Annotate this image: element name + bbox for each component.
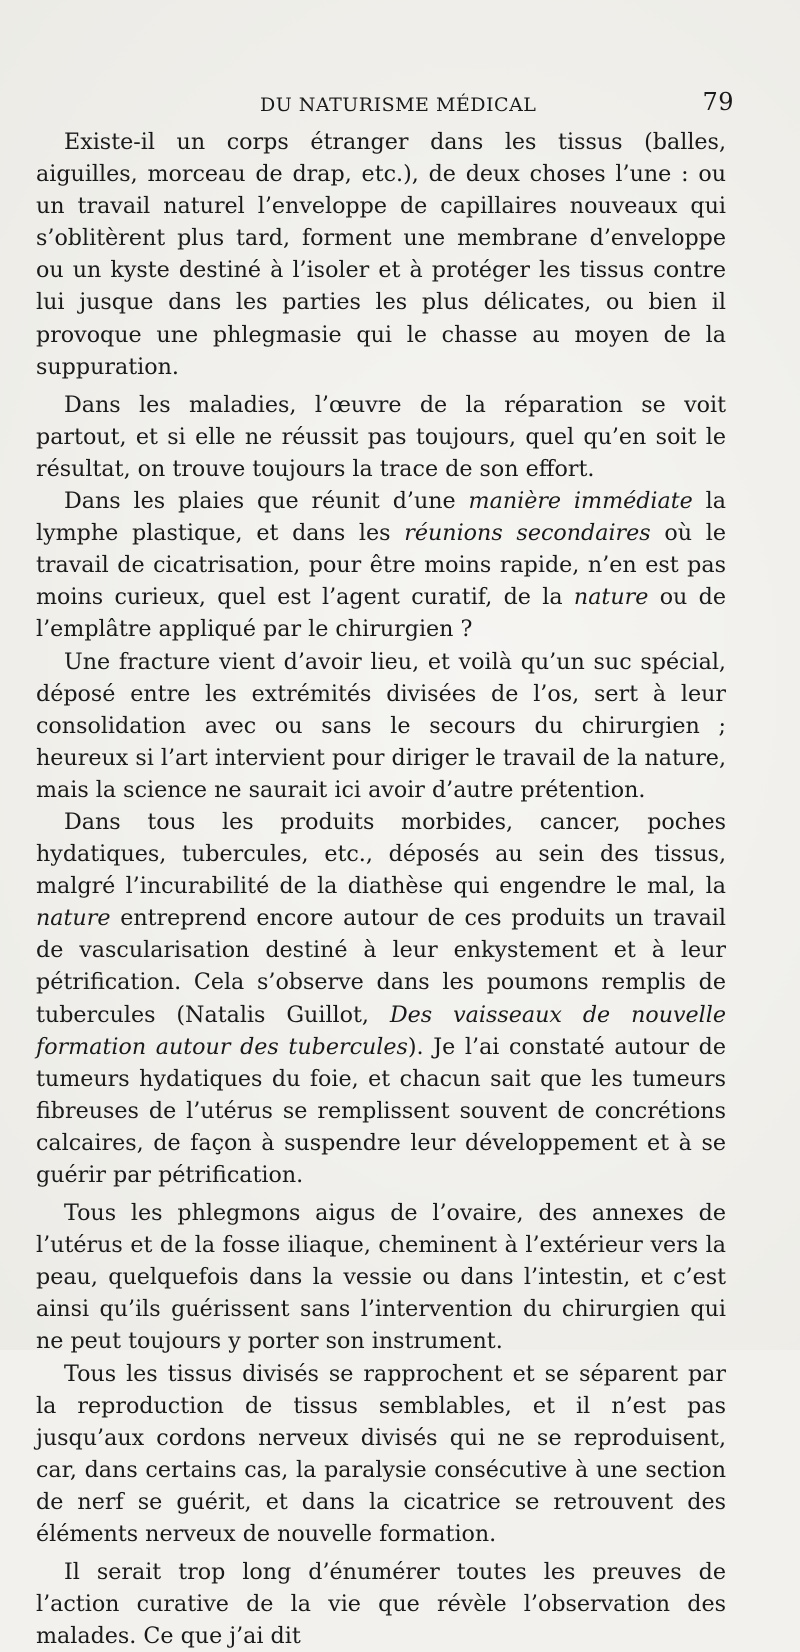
text-run: ou de l’emplâtre appliqué par le chirurgien ?: [36, 584, 726, 643]
paragraph: [36, 1197, 726, 1357]
paragraph: [36, 485, 726, 645]
text-run: Dans tous les produits morbides, cancer, poches hydatiques, tubercules, etc., déposés au sein des tissus, malgré l’incurabilité de la diathèse qui engendre le mal, la: [36, 808, 726, 900]
text-run: Une fracture vient d’avoir lieu, et voilà qu’un suc spécial, déposé entre les extrémités divisées de l’os, sert à leur consolidation avec ou sans le secours du chirurgien ; heureux si l’art intervient pour diriger le travail de la nature, mais la science ne saurait ici avoir d’autre prétention.: [36, 648, 726, 803]
body-text: [36, 126, 726, 1652]
text-run: Tous les tissus divisés se rapprochent et se séparent par la reproduction de tissus semblables, et il n’est pas jusqu’aux cordons nerveux divisés qui ne se reproduisent, car, dans certains cas, la paralysie consécutive à une section de nerf se guérit, et dans la cicatrice se retrouvent des éléments nerveux de nouvelle formation.: [36, 1360, 726, 1548]
text-run: Tous les phlegmons aigus de l’ovaire, des annexes de l’utérus et de la fosse iliaque, cheminent à l’extérieur vers la peau, quelquefois dans la vessie ou dans l’intestin, et c’est ainsi qu’ils guérissent sans l’intervention du chirurgien qui ne peut toujours y porter son instrument.: [36, 1200, 726, 1355]
text-run: ). Je l’ai constaté autour de tumeurs hydatiques du foie, et chacun sait que les tumeurs fibreuses de l’utérus se remplissent souvent de concrétions calcaires, de façon à suspendre leur développement et à se guérir par pétrification.: [36, 1033, 726, 1188]
page-number: 79: [702, 88, 734, 116]
text-run: Dans les plaies que réunit d’une: [64, 488, 469, 515]
italic-text: nature: [36, 905, 111, 932]
italic-text: Des vaisseaux de nouvelle formation autour des tubercules: [36, 1001, 726, 1060]
text-run: Existe-il un corps étranger dans les tissus (balles, aiguilles, morceau de drap, etc.), de deux choses l’une : ou un travail naturel l’enveloppe de capillaires nouveaux qui s’oblitèrent plus tard, forment une membrane d’enveloppe ou un kyste destiné à l’isoler et à protéger les tissus contre lui jusque dans les parties les plus délicates, ou bien il provoque une phlegmasie qui le chasse au moyen de la suppuration.: [36, 129, 726, 380]
italic-text: nature: [573, 584, 649, 611]
text-run: Dans les maladies, l’œuvre de la réparation se voit partout, et si elle ne réussit pas toujours, quel qu’en soit le résultat, on trouve toujours la trace de son effort.: [36, 391, 726, 482]
paragraph: [36, 126, 726, 383]
paragraph: [36, 1358, 726, 1551]
italic-text: manière immédiate: [468, 488, 693, 515]
italic-text: réunions secondaires: [404, 520, 651, 547]
running-title: DU NATURISME MÉDICAL: [260, 94, 537, 116]
text-run: entreprend encore autour de ces produits un travail de vascularisation destiné à leur enkystement et à leur pétrification. Cela s’observe dans les poumons remplis de tubercules (Natalis Guillot,: [36, 905, 726, 1028]
text-run: Il serait trop long d’énumérer toutes les preuves de l’action curative de la vie que révèle l’observation des malades. Ce que j’ai dit: [36, 1559, 726, 1650]
paragraph: [36, 389, 726, 485]
paragraph: [36, 646, 726, 806]
paragraph: [36, 806, 726, 1191]
text-run: où le travail de cicatrisation, pour être moins rapide, n’en est pas moins curieux, quel est l’agent curatif, de la: [36, 520, 726, 611]
running-header: [64, 88, 734, 122]
paragraph: [36, 1556, 726, 1652]
text-run: la lymphe plastique, et dans les: [36, 488, 726, 547]
